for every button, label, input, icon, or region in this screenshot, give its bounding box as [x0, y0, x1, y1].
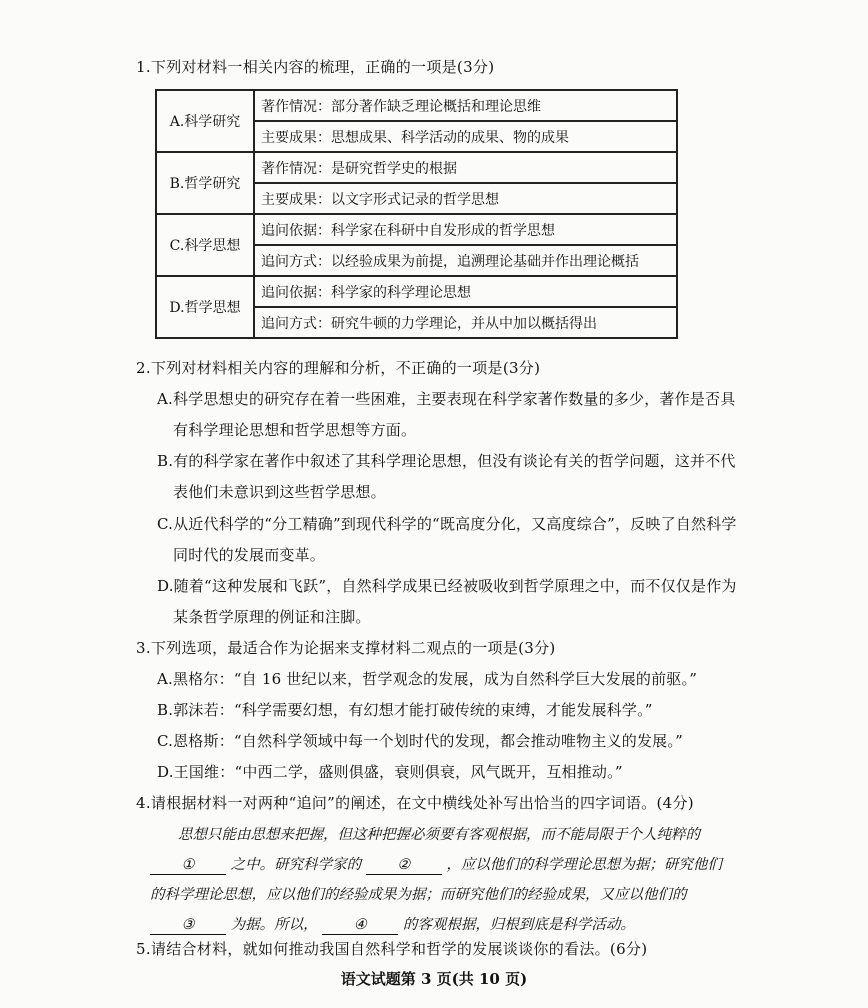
q2-option-d: D.随着“这种发展和飞跃”，自然科学成果已经被吸收到哲学原理之中，而不仅仅是作为: [157, 577, 737, 595]
table-cell: 追问依据：科学家的科学理论思想: [254, 276, 677, 307]
q2-option-b-cont: 表他们未意识到这些哲学思想。: [173, 483, 386, 501]
table-category: D.哲学思想: [156, 276, 254, 338]
blank-1[interactable]: ①: [150, 856, 226, 875]
table-cell: 著作情况：是研究哲学史的根据: [254, 152, 677, 183]
table-cell: 追问依据：科学家在科研中自发形成的哲学思想: [254, 214, 677, 245]
passage-text: 的客观根据，归根到底是科学活动。: [402, 917, 635, 933]
q1-table: [155, 89, 678, 339]
q3-stem: 3.下列选项，最适合作为论据来支撑材料二观点的一项是(3分): [136, 639, 556, 657]
table-cell: 追问方式：研究牛顿的力学理论，并从中加以概括得出: [254, 307, 677, 338]
table-category: A.科学研究: [156, 90, 254, 152]
q2-stem: 2.下列对材料相关内容的理解和分析，不正确的一项是(3分): [136, 359, 541, 377]
q5-stem: 5.请结合材料，就如何推动我国自然科学和哲学的发展谈谈你的看法。(6分): [136, 940, 648, 958]
table-cell: 主要成果：以文字形式记录的哲学思想: [254, 183, 677, 214]
q4-passage-line1: 思想只能由思想来把握，但这种把握必须要有客观根据，而不能局限于个人纯粹的: [178, 827, 700, 843]
table-category: C.科学思想: [156, 214, 254, 276]
q3-option-b: B.郭沫若：“科学需要幻想，有幻想才能打破传统的束缚，才能发展科学。”: [157, 701, 653, 719]
q4-passage-line2: [150, 853, 722, 875]
q4-stem: 4.请根据材料一对两种“追问”的阐述，在文中横线处补写出恰当的四字词语。(4分): [136, 794, 694, 812]
table-cell: 著作情况：部分著作缺乏理论概括和理论思维: [254, 90, 677, 121]
q2-option-b: B.有的科学家在著作中叙述了其科学理论思想，但没有谈论有关的哲学问题，这并不代: [157, 452, 736, 470]
page-footer: 语文试题第 3 页(共 10 页): [340, 970, 528, 988]
q4-passage-line4: [150, 913, 635, 935]
q2-option-a-cont: 有科学理论思想和哲学思想等方面。: [173, 421, 417, 439]
q3-option-c: C.恩格斯：“自然科学领域中每一个划时代的发现，都会推动唯物主义的发展。”: [157, 732, 683, 750]
passage-text: ，应以他们的科学理论思想为据；研究他们: [446, 857, 722, 873]
q1-stem: 1.下列对材料一相关内容的梳理，正确的一项是(3分): [136, 58, 495, 76]
q2-option-c-cont: 同时代的发展而变革。: [173, 546, 326, 564]
table-row: [156, 152, 677, 183]
q2-option-a: A.科学思想史的研究存在着一些困难，主要表现在科学家著作数量的多少，著作是否具: [157, 390, 736, 408]
q3-option-d: D.王国维：“中西二学，盛则俱盛，衰则俱衰，风气既开，互相推动。”: [157, 763, 623, 781]
q2-option-c: C.从近代科学的“分工精确”到现代科学的“既高度分化，又高度综合”，反映了自然科学: [157, 515, 737, 533]
q4-passage-line3: 的科学理论思想，应以他们的经验成果为据；而研究他们的经验成果，又应以他们的: [150, 887, 687, 903]
table-row: [156, 214, 677, 245]
table-row: [156, 276, 677, 307]
table-row: [156, 90, 677, 121]
table-cell: 主要成果：思想成果、科学活动的成果、物的成果: [254, 121, 677, 152]
passage-text: 为据。所以，: [230, 917, 318, 933]
table-cell: 追问方式：以经验成果为前提，追溯理论基础并作出理论概括: [254, 245, 677, 276]
blank-2[interactable]: ②: [366, 856, 442, 875]
q2-option-d-cont: 某条哲学原理的例证和注脚。: [173, 608, 371, 626]
blank-3[interactable]: ③: [150, 916, 226, 935]
blank-4[interactable]: ④: [322, 916, 398, 935]
q3-option-a: A.黑格尔：“自 16 世纪以来，哲学观念的发展，成为自然科学巨大发展的前驱。”: [157, 670, 698, 688]
table-category: B.哲学研究: [156, 152, 254, 214]
passage-text: 之中。研究科学家的: [230, 857, 362, 873]
